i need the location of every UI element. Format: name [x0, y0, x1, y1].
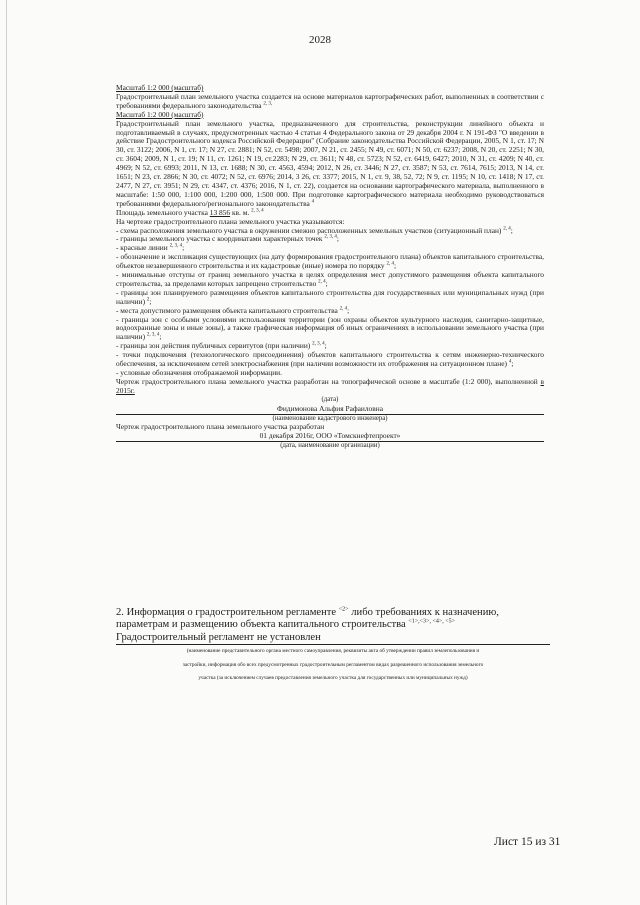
list-item: - условные обозначения отображаемой информации.	[116, 368, 282, 377]
list-item: - схема расположения земельного участка в окружении смежно расположенных земельных участков (ситуационный план) $^{2, 4}$;	[116, 225, 513, 235]
list-item: - границы зон планируемого размещения объектов капитального строительства для государственных или муниципальных нужд (при наличии) $^2$;	[116, 287, 544, 306]
sheet-number: Лист 15 из 31	[494, 836, 561, 848]
area-value: 13 856	[209, 207, 231, 217]
section-heading: 2. Информация о градостроительном регламенте $^{<2>}$ либо требованиях к назначению, параметрам и размещению объекта капитального строительства $^{<1>,<3>, <4>, <5>}$	[116, 606, 499, 630]
scan-edge	[6, 0, 7, 905]
document-body	[116, 84, 544, 451]
area-line: Площадь земельного участка 13 856 кв. м. $^{2, 3, 4}$	[116, 207, 264, 217]
list-item: - обозначение и экспликация существующих (на дату формирования градостроительного плана) объектов капитального строительства, объектов незавершенного строительства и их кадастровые (иные) номера по порядку $^{2, 4}$;	[116, 252, 544, 271]
developed-value: 01 декабря 2016г, ООО «Томскнефтепроект»	[116, 432, 544, 442]
list-item: - точки подключения (технологического присоединения) объектов капитального строительства к сетям инженерно-технического обеспечения, за исключением сетей электроснабжения (при наличии возможности их отображения на ситуационном плане) $^4$;	[116, 350, 544, 369]
list-item: - границы зон действия публичных сервитутов (при наличии) $^{2, 3, 4}$;	[116, 341, 327, 351]
list-item: - места допустимого размещения объекта капитального строительства $^{2, 4}$;	[116, 305, 350, 315]
paragraph-2: Градостроительный план земельного участка, предназначенного для строительства, реконструкции линейного объекта и подготавливаемый в случаях, предусмотренных частью 4 статьи 4 Федерального закона от 29 декабря 2004 г. N 191-ФЗ "О введении в действие Градостроительного кодекса Российской Федерации" (Собрание законодательства Российской Федерации, 2005, N 1, ст. 17; N 30, ст. 3122; 2006, N 1, ст. 17; N 27, ст. 2881; N 52, ст. 5498; 2007, N 21, ст. 2455; N 49, ст. 6071; N 50, ст. 6237; 2008, N 20, ст. 2251; N 30, ст. 3604; 2009, N 1, ст. 19; N 11, ст. 1261; N 19, ст.2283; N 29, ст. 3611; N 48, ст. 5723; N 52, ст. 6419, 6427; 2010, N 31, ст. 4209; N 40, ст. 4969; N 52, ст. 6993; 2011, N 13, ст. 1688; N 30, ст. 4563, 4594; 2012, N 26, ст. 3446; N 27, ст. 3587; N 53, ст. 7614, 7615; 2013, N 14, ст. 1651; N 23, ст. 2866; N 30, ст. 4072; N 52, ст. 6976; 2014, 3 26, ст. 3377; 2015, N 1, ст. 9, 38, 52, 72; N 9, ст. 1195; N 10, ст. 1418; N 17, ст. 2477, N 27, ст. 3951; N 29, ст. 4347, ст. 4376; 2016, N 1, ст. 22), создается на основании картографического материала, выполненного в масштабе: 1:50 000, 1:100 000, 1:200 000, 1:500 000. При подготовке картографического материала необходимо руководствоваться требованиями федерального/регионального законодательства $^4$	[116, 118, 544, 208]
caption-date: (дата)	[321, 395, 339, 403]
list-item: - границы земельного участка с координатами характерных точек $^{2, 3, 4}$;	[116, 234, 339, 244]
caption-org: (дата, наименование организации)	[280, 442, 380, 450]
regulation-caption: (наименование представительного органа местного самоуправления, реквизиты акта об утверждении правил землепользования и застройки, информация обо всех предусмотренных градостроительным регламентом видах разрешенного использования земельного участка (за исключением случаев предоставления земельного участка для государственных или муниципальных нужд)	[182, 648, 484, 681]
topo-line: Чертеж градостроительного плана земельного участка разработан на топографической основе в масштабе (1:2 000), выполненной в 2015г.	[116, 376, 544, 395]
topo-date: в 2015г.	[116, 376, 544, 395]
list-item: - красные линии $^{2, 3, 4}$;	[116, 243, 185, 253]
drawing-intro: На чертеже градостроительного плана земельного участка указываются:	[116, 216, 345, 226]
scale-1: Масштаб 1:2 000 (масштаб)	[116, 83, 204, 92]
caption-engineer: (наименование кадастрового инженера)	[272, 414, 388, 422]
developed-by: Чертеж градостроительного плана земельного участка разработан	[116, 422, 325, 432]
page-number: 2028	[309, 34, 331, 46]
regulation-value: Градостроительный регламент не установлен	[116, 632, 550, 645]
list-item: - минимальные отступы от границ земельного участка в целях определения мест допустимого размещения объекта капитального строительства, за пределами которых запрещено строительство $^{2, 4}$;	[116, 270, 544, 288]
scale-2: Масштаб 1:2 000 (масштаб)	[116, 109, 204, 119]
engineer-name: Фидимонова Альфия Рафаиловна	[116, 405, 544, 415]
list-item: - границы зон с особыми условиями использования территории (зон охраны объектов культурного наследия, санитарно-защитные, водоохранные зоны и иные зоны), а также графическая информация об иных ограничениях в использовании земельного участка (при наличии) $^{2, 3, 4}$;	[116, 314, 544, 342]
paragraph-1: Градостроительный план земельного участка создается на основе материалов картографических работ, выполненных в соответствии с требованиями федерального законодательства $^{2, 3,}$	[116, 91, 544, 110]
